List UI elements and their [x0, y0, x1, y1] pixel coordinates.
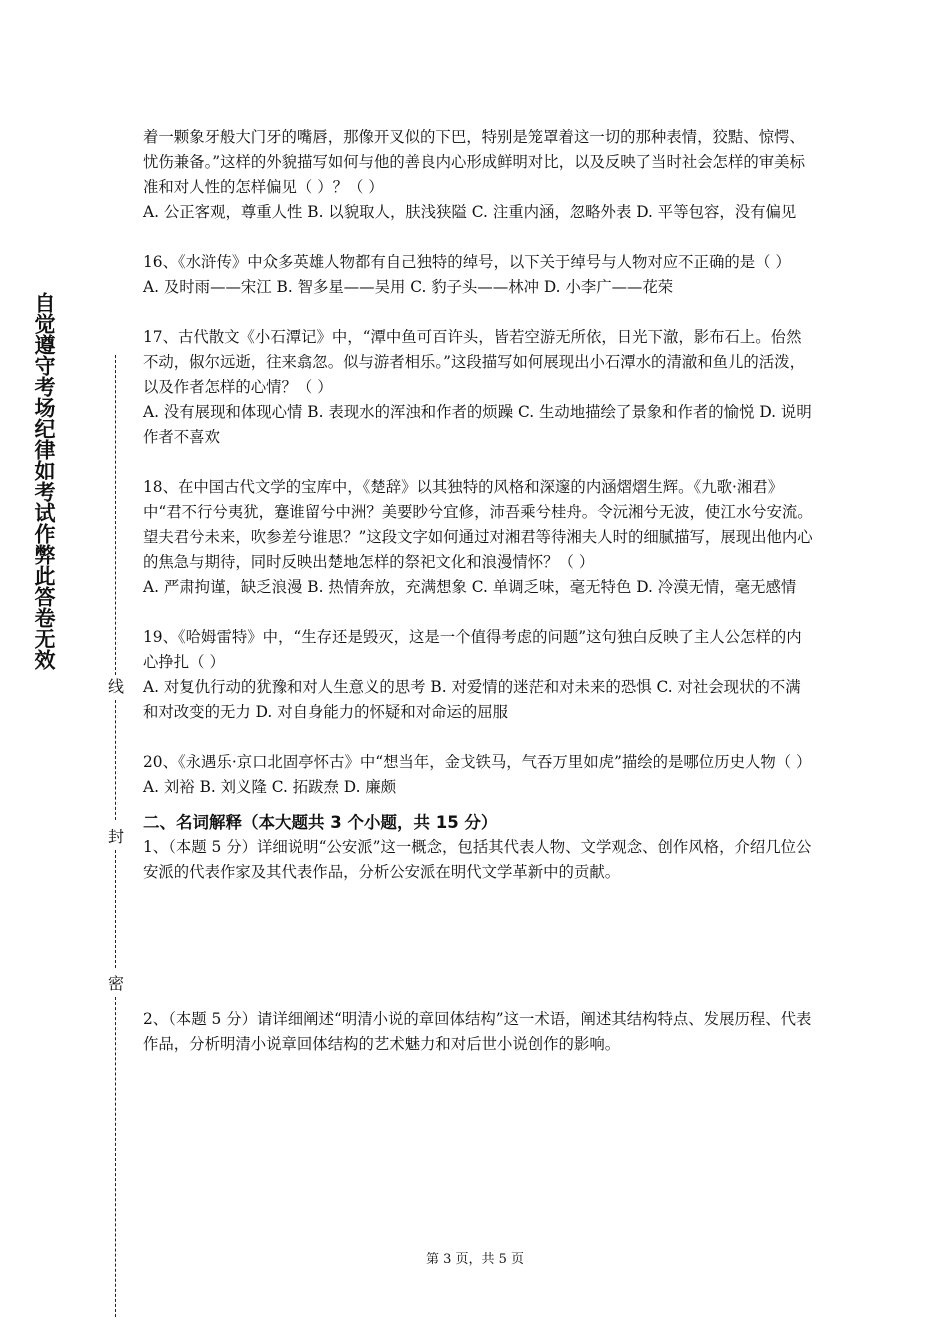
term-question-2: 2、（本题 5 分）请详细阐述“明清小说的章回体结构”这一术语，阐述其结构特点、发展历程、代表作品，分析明清小说章回体结构的艺术魅力和对后世小说创作的影响。: [143, 1010, 812, 1053]
question-options: A. 对复仇行动的犹豫和对人生意义的思考 B. 对爱情的迷茫和对未来的恐惧 C. 对社会现状的不满和对改变的无力 D. 对自身能力的怀疑和对命运的屈服: [143, 678, 801, 721]
question-18: [143, 475, 813, 600]
binding-mark-xian: 线: [105, 678, 127, 696]
question-15-continuation: [143, 125, 813, 225]
question-stem: 18、在中国古代文学的宝库中，《楚辞》以其独特的风格和深邃的内涵熠熠生辉。《九歌·湘君》中“君不行兮夷犹，蹇谁留兮中洲？美要眇兮宜修，沛吾乘兮桂舟。令沅湘兮无波，使江水兮安流。望夫君兮未来，吹参差兮谁思？”这段文字如何通过对湘君等待湘夫人时的细腻描写，展现出他内心的焦急与期待，同时反映出楚地怎样的祭祀文化和浪漫情怀？（ ）: [143, 478, 813, 571]
question-20: [143, 750, 813, 800]
answer-space: [143, 885, 813, 1007]
question-stem: 20、《永遇乐·京口北固亭怀古》中“想当年，金戈铁马，气吞万里如虎”描绘的是哪位历史人物（ ）: [143, 753, 812, 771]
question-17: [143, 325, 813, 450]
question-stem: 16、《水浒传》中众多英雄人物都有自己独特的绰号，以下关于绰号与人物对应不正确的是（ ）: [143, 253, 791, 271]
binding-dashed-line: [115, 700, 116, 820]
binding-dashed-line: [115, 850, 116, 968]
question-19: [143, 625, 813, 725]
section-2-title: 二、名词解释（本大题共 3 个小题，共 15 分）: [143, 813, 498, 832]
term-question-1: 1、（本题 5 分）详细说明“公安派”这一概念，包括其代表人物、文学观念、创作风格，介绍几位公安派的代表作家及其代表作品，分析公安派在明代文学革新中的贡献。: [143, 838, 812, 881]
question-options: A. 严肃拘谨，缺乏浪漫 B. 热情奔放，充满想象 C. 单调乏味，毫无特色 D. 冷漠无情，毫无感情: [143, 578, 797, 596]
page-footer: 第 3 页，共 5 页: [425, 1252, 525, 1267]
exam-content: [143, 125, 813, 1057]
binding-mark-feng: 封: [105, 828, 127, 846]
binding-dashed-line: [115, 355, 116, 675]
question-stem: 着一颗象牙般大门牙的嘴唇，那像开叉似的下巴，特别是笼罩着这一切的那种表情，狡黠、惊愕、忧伤兼备。”这样的外貌描写如何与他的善良内心形成鲜明对比，以及反映了当时社会怎样的审美标准和对人性的怎样偏见（ ）？（ ）: [143, 128, 805, 196]
question-options: A. 公正客观，尊重人性 B. 以貌取人，肤浅狭隘 C. 注重内涵，忽略外表 D. 平等包容，没有偏见: [143, 203, 797, 221]
binding-mark-mi: 密: [105, 975, 127, 993]
question-options: A. 刘裕 B. 刘义隆 C. 拓跋焘 D. 廉颇: [143, 778, 397, 796]
question-16: [143, 250, 813, 300]
question-stem: 19、《哈姆雷特》中，“生存还是毁灭，这是一个值得考虑的问题”这句独白反映了主人公怎样的内心挣扎（ ）: [143, 628, 802, 671]
binding-dashed-line: [115, 997, 116, 1317]
question-options: A. 没有展现和体现心情 B. 表现水的浑浊和作者的烦躁 C. 生动地描绘了景象和作者的愉悦 D. 说明作者不喜欢: [143, 403, 812, 446]
question-options: A. 及时雨——宋江 B. 智多星——吴用 C. 豹子头——林冲 D. 小李广——花荣: [143, 278, 674, 296]
question-stem: 17、古代散文《小石潭记》中，“潭中鱼可百许头，皆若空游无所依，日光下澈，影布石上。佁然不动，俶尔远逝，往来翕忽。似与游者相乐。”这段描写如何展现出小石潭水的清澈和鱼儿的活泼，以及作者怎样的心情？（ ）: [143, 328, 805, 396]
exam-discipline-motto: 自觉遵守考场纪律如考试作弊此答卷无效: [32, 292, 56, 670]
